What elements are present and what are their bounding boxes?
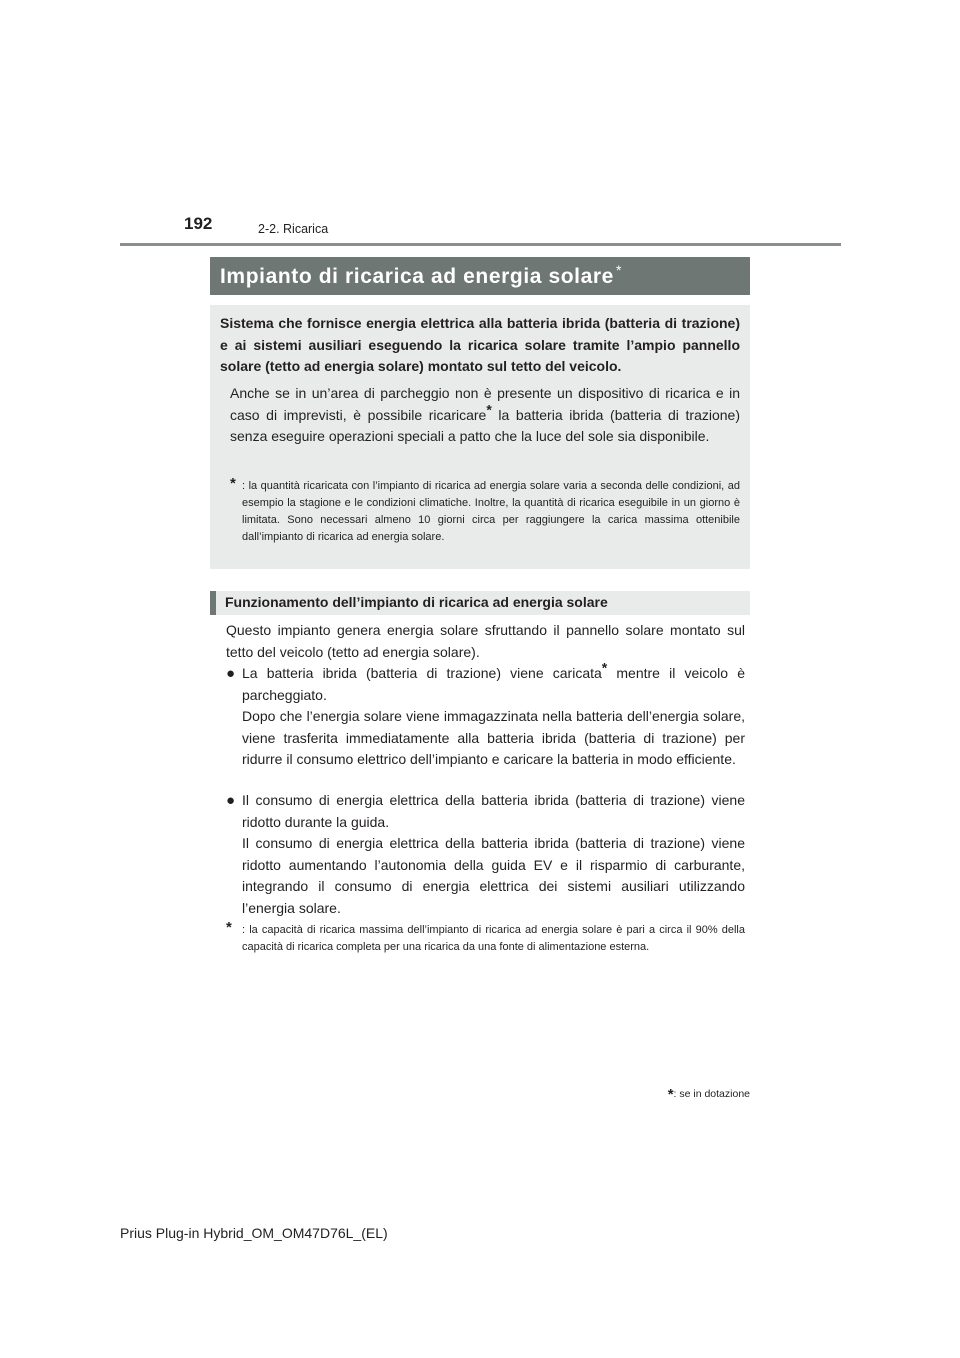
bullet-lead: Il consumo di energia elettrica della batteria ibrida (batteria di trazione) viene ridotto durante la guida. [242, 792, 745, 830]
section-heading-accent [210, 591, 216, 615]
section-reference: 2-2. Ricarica [258, 222, 329, 236]
section-footnote: * : la capacità di ricarica massima dell’impianto di ricarica ad energia solare è pari a circa il 90% della capacità di ricarica completa per una ricarica da una fonte di alimentazione esterna. [226, 919, 745, 953]
title-marker: * [615, 262, 623, 278]
intro-box [210, 305, 750, 569]
bullet-detail: Il consumo di energia elettrica della batteria ibrida (batteria di trazione) viene ridotto aumentando l’autonomia della guida EV e il risparmio di carburante, integrando il consumo di energia elettrica dei sistemi ausiliari utilizzando l’energia solare. [242, 835, 745, 916]
section-heading: Funzionamento dell’impianto di ricarica ad energia solare [225, 594, 608, 610]
bullet-lead: La batteria ibrida (batteria di trazione) viene caricata* mentre il veicolo è parcheggiato. [242, 659, 745, 703]
page-title-bar [210, 257, 750, 295]
bullet-icon: ● [226, 665, 236, 682]
footnote-marker: * [486, 400, 492, 417]
header-divider [120, 243, 841, 246]
intro-summary: Sistema che fornisce energia elettrica alla batteria ibrida (batteria di trazione) e ai sistemi ausiliari eseguendo la ricarica solare tramite l’ampio pannello solare (tetto ad energia solare) montato sul tetto del veicolo. [220, 315, 740, 374]
asterisk-icon: * [667, 1086, 674, 1103]
bullet-icon: ● [226, 792, 236, 809]
bullet-detail: Dopo che l’energia solare viene immagazzinata nella batteria dell’energia solare, viene trasferita immediatamente alla batteria ibrida (batteria di trazione) per ridurre il consumo elettrico dell’impianto e caricare la batteria in modo efficiente. [242, 708, 745, 767]
intro-body: Anche se in un’area di parcheggio non è presente un dispositivo di ricarica e in caso di imprevisti, è possibile ricaricare* la batteria ibrida (batteria di trazione) senza eseguire operazioni speciali a patto che la luce del sole sia disponibile. [230, 385, 740, 444]
list-item [226, 790, 745, 919]
page-title: Impianto di ricarica ad energia solare * [220, 262, 623, 288]
equipment-note: *: se in dotazione [667, 1086, 750, 1103]
asterisk-icon: * [230, 475, 236, 492]
page-number: 192 [184, 214, 213, 233]
list-item [226, 659, 745, 771]
document-footer: Prius Plug-in Hybrid_OM_OM47D76L_(EL) [120, 1225, 388, 1241]
section-paragraph: Questo impianto genera energia solare sfruttando il pannello solare montato sul tetto del veicolo (tetto ad energia solare). [226, 622, 745, 660]
asterisk-icon: * [226, 919, 232, 936]
intro-footnote: * : la quantità ricaricata con l’impianto di ricarica ad energia solare varia a seconda delle condizioni, ad esempio la stagione e le condizioni climatiche. Inoltre, la quantità di ricarica eseguibile in un giorno è limitata. Sono necessari almeno 10 giorni circa per raggiungere la carica massima ottenibile dall’impianto di ricarica ad energia solare. [230, 475, 740, 543]
footnote-marker: * [601, 659, 608, 676]
section-heading-bar [210, 591, 750, 615]
